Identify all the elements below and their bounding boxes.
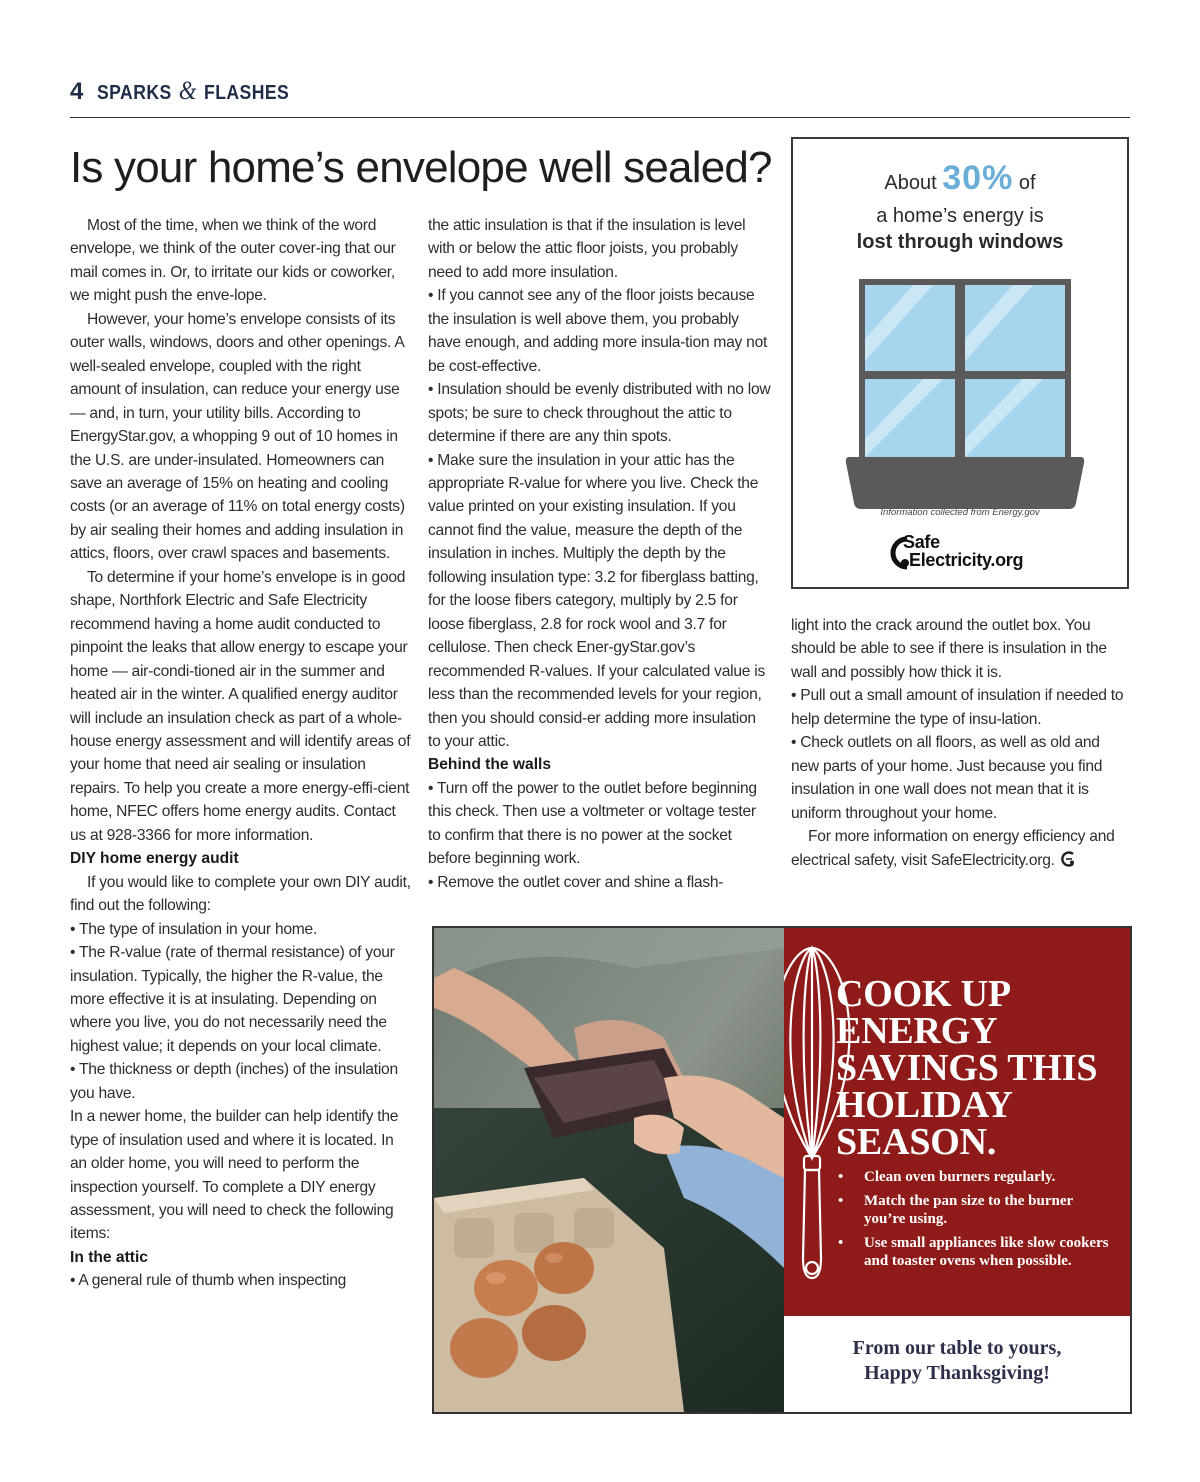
article-paragraph: • If you cannot see any of the floor joists because the insulation is well above them, you probably have enough, and adding more insula-tion may not be cost-effective. bbox=[428, 287, 768, 375]
thanksgiving-ad bbox=[432, 926, 1132, 1414]
article-paragraph: light into the crack around the outlet box. You should be able to see if there is insulation in the wall and possibly how thick it is. bbox=[791, 617, 1107, 681]
ad-headline-line: SEASON. bbox=[836, 1121, 997, 1163]
header-rule bbox=[70, 117, 1130, 118]
article-column-1 bbox=[70, 214, 412, 1293]
windows-infographic bbox=[791, 137, 1129, 589]
article-paragraph: However, your home’s envelope consists of its outer walls, windows, doors and other openings. A well-sealed envelope, coupled with the right amount of insulation, can reduce your energy use — and, in turn, your utility bills. According to EnergyStar.gov, a whopping 9 out of 10 homes in the U.S. are under-insulated. Homeowners can save an average of 15% on heating and cooling costs (or an average of 11% on total energy costs) by air sealing their homes and adding insulation in attics, floors, over crawl spaces and basements. bbox=[70, 310, 405, 563]
article-paragraph: Most of the time, when we think of the word envelope, we think of the outer cover-ing that our mail comes in. Or, to irritate our kids or coworker, we might push the enve-lope. bbox=[70, 217, 396, 305]
window-icon bbox=[793, 139, 1127, 587]
infographic-percent: 30% bbox=[942, 159, 1014, 197]
infographic-source: Information collected from Energy.gov bbox=[880, 507, 1040, 518]
article-paragraph: In a newer home, the builder can help identify the type of insulation used and where it is located. In an older home, you will need to perform the inspection yourself. To complete a DIY energy assessment, you will need to check the following items: bbox=[70, 1108, 399, 1243]
article-title: Is your home’s envelope well sealed? bbox=[70, 143, 772, 192]
article-column-2 bbox=[428, 214, 772, 894]
article-paragraph: • A general rule of thumb when inspecting bbox=[70, 1272, 347, 1290]
ad-headline-line: SAVINGS THIS bbox=[836, 1047, 1098, 1089]
article-paragraph: If you would like to complete your own DIY audit, find out the following: bbox=[70, 873, 411, 915]
logo-line-2: Electricity.org bbox=[909, 550, 1024, 570]
ad-headline-line: COOK UP bbox=[836, 973, 1011, 1015]
article-paragraph: • Turn off the power to the outlet before beginning this check. Then use a voltmeter or voltage tester to confirm that there is no power at the socket before beginning work. bbox=[428, 779, 757, 868]
infographic-of: of bbox=[1013, 172, 1036, 194]
logo-line-1: Safe bbox=[903, 532, 940, 552]
page-number: 4 bbox=[70, 78, 84, 105]
publication-name-left: SPARKS bbox=[97, 82, 173, 104]
article-paragraph: To determine if your home’s envelope is in good shape, Northfork Electric and Safe Electricity recommend having a home audit conducted to pinpoint the leaks that allow energy to escape your home — air-condi-tioned air in the summer and heated air in the winter. A qualified energy auditor will include an insulation check as part of a whole-house energy assessment and will identify areas of your home that need air sealing or insulation repairs. To help you create a more energy-effi-cient home, NFEC offers home energy audits. Contact us at 928-3366 for more information. bbox=[70, 568, 411, 844]
publication-name-right: FLASHES bbox=[204, 82, 290, 104]
ad-red-panel bbox=[784, 928, 1130, 1316]
ad-signoff bbox=[784, 1336, 1130, 1386]
ad-tips-list bbox=[836, 1168, 1116, 1276]
infographic-about: About bbox=[884, 172, 943, 194]
section-subheading: DIY home energy audit bbox=[70, 850, 239, 868]
article-paragraph: • The R-value (rate of thermal resistance) of your insulation. Typically, the higher the R-value, the more effective it is at insulating. Depending on where you live, you do not necessarily need the highest value; it depends on your local climate. bbox=[70, 944, 395, 1055]
logo-text bbox=[903, 533, 1023, 569]
article-paragraph: the attic insulation is that if the insulation is level with or below the attic floor joists, you probably need to add more insulation. bbox=[428, 217, 746, 281]
safe-electricity-logo bbox=[885, 533, 1055, 573]
section-subheading: In the attic bbox=[70, 1248, 148, 1266]
ad-tip: • Clean oven burners regularly. bbox=[836, 1168, 1116, 1186]
article-column-3 bbox=[791, 614, 1131, 872]
publication-name bbox=[97, 76, 289, 106]
article-paragraph: For more information on energy efficiency and electrical safety, visit SafeElectricity.org. bbox=[791, 828, 1115, 869]
ad-signoff-line-2: Happy Thanksgiving! bbox=[864, 1362, 1050, 1384]
article-paragraph: • The type of insulation in your home. bbox=[70, 920, 318, 938]
ad-tip: • Use small appliances like slow cookers and toaster ovens when possible. bbox=[836, 1234, 1116, 1270]
ad-signoff-line-1: From our table to yours, bbox=[852, 1337, 1062, 1359]
article-paragraph: • Pull out a small amount of insulation if needed to help determine the type of insu-lation. bbox=[791, 687, 1124, 728]
running-head bbox=[70, 76, 316, 106]
ad-headline bbox=[836, 973, 1098, 1163]
ad-tip: • Match the pan size to the burner you’re using. bbox=[836, 1192, 1116, 1228]
infographic-line-2: a home’s energy is bbox=[876, 205, 1044, 227]
article-paragraph: • Make sure the insulation in your attic has the appropriate R-value for where you live. Check the value printed on your existing insulation. If you cannot find the value, measure the depth of the insulation in inches. Multiply the depth by the following insulation type: 3.2 for fiberglass batting, for the loose fibers category, multiply by 2.5 for loose fiberglass, 2.8 for rock wool and 3.7 for cellulose. Then check Ener-gyStar.gov’s recommended R-values. If your calculated value is less than the recommended levels for your region, then you should consid-er adding more insulation to your attic. bbox=[428, 451, 766, 750]
ad-headline-line: ENERGY bbox=[836, 1010, 998, 1052]
section-subheading: Behind the walls bbox=[428, 756, 552, 774]
publication-ampersand: & bbox=[179, 76, 198, 105]
ad-headline-line: HOLIDAY bbox=[836, 1084, 1013, 1126]
end-mark-icon bbox=[1061, 851, 1077, 867]
article-paragraph: • Insulation should be evenly distributed with no low spots; be sure to check throughout the attic to determine if there are any thin spots. bbox=[428, 381, 771, 446]
infographic-line-3: lost through windows bbox=[856, 231, 1064, 253]
article-paragraph: • The thickness or depth (inches) of the insulation you have. bbox=[70, 1061, 398, 1102]
ad-signoff-panel bbox=[784, 1316, 1130, 1412]
article-paragraph: • Remove the outlet cover and shine a flash- bbox=[428, 873, 724, 891]
article-paragraph: • Check outlets on all floors, as well as old and new parts of your home. Just because you find insulation in one wall does not mean that it is uniform throughout your home. bbox=[791, 734, 1103, 822]
baking-photo bbox=[434, 928, 784, 1412]
